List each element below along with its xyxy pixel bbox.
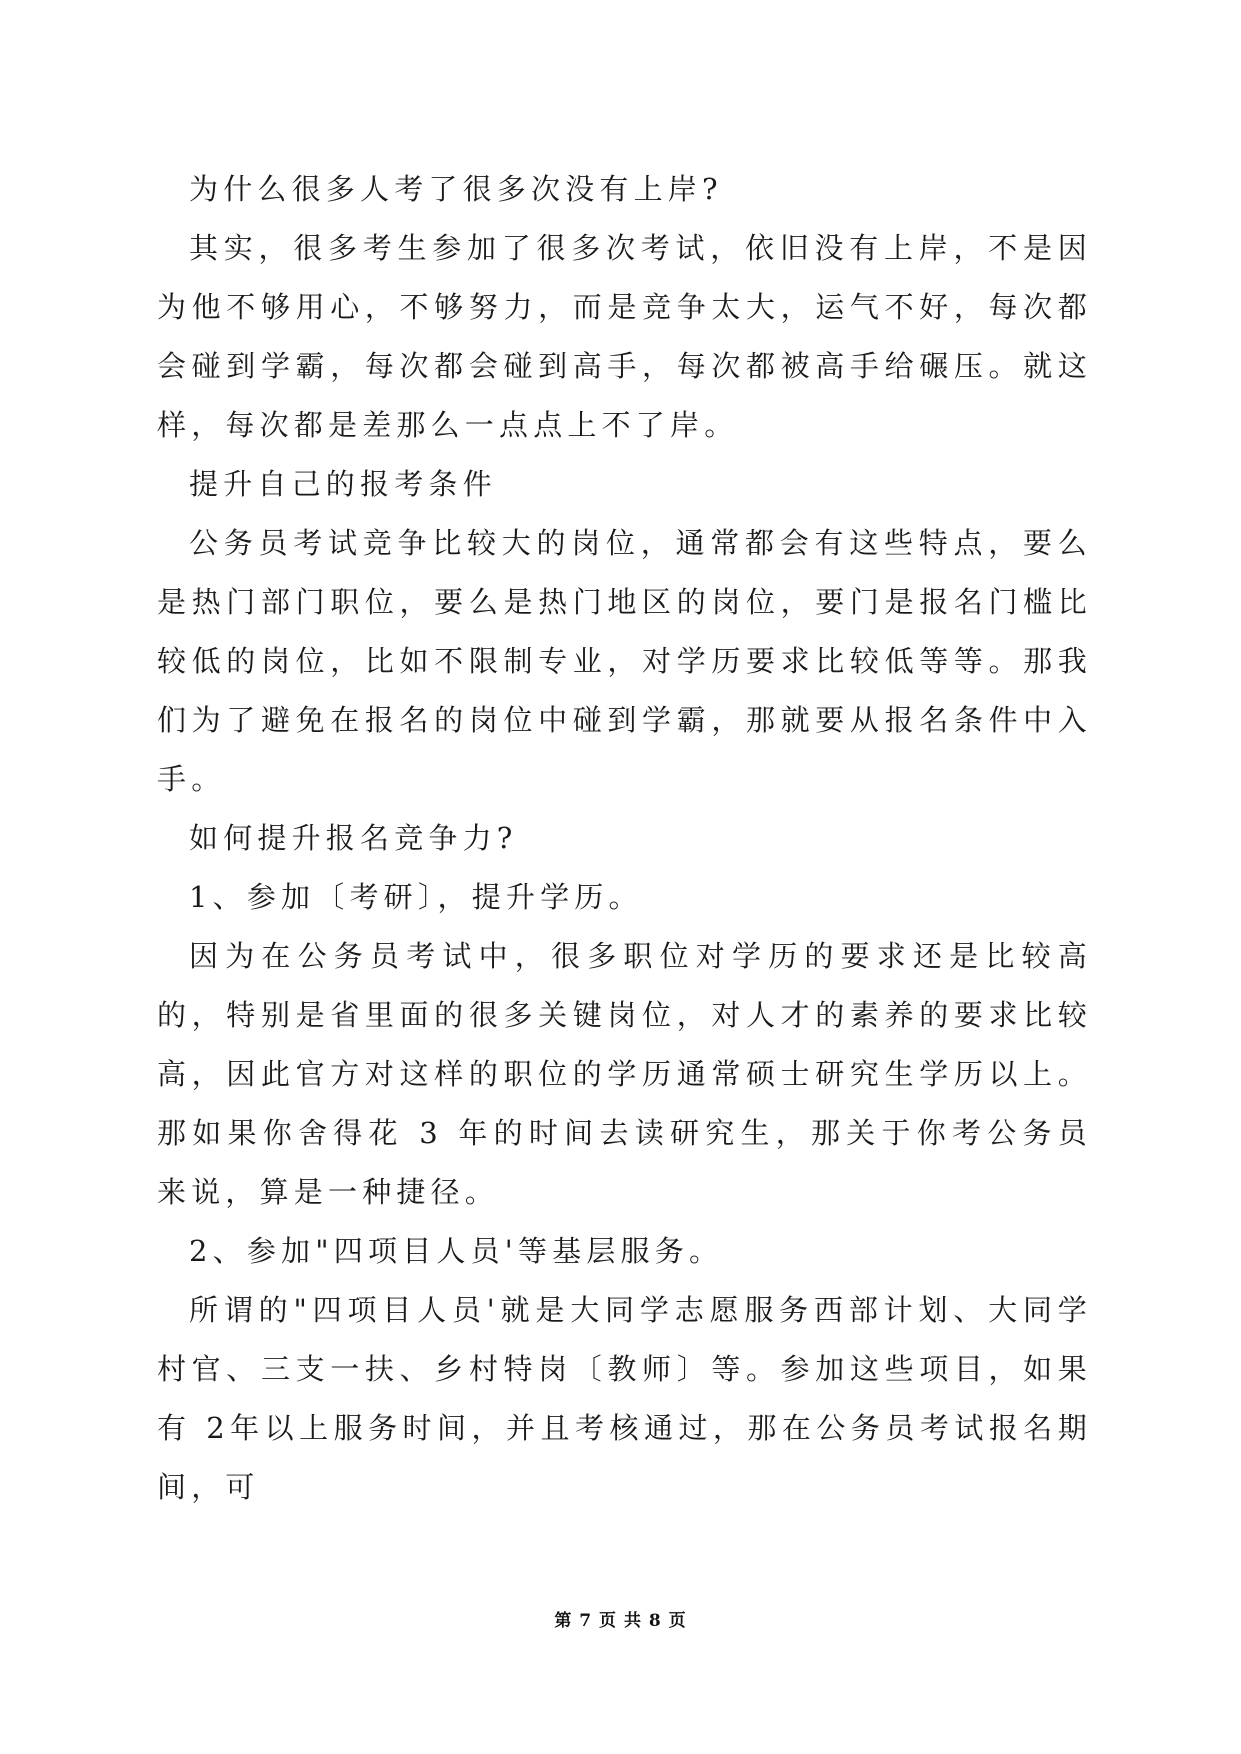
heading-how-to-improve: 如何提升报名竞争力? <box>189 821 518 855</box>
list-item-2: 2、参加"四项目人员'等基层服务。 <box>189 1234 724 1268</box>
paragraph-education: 因为在公务员考试中，很多职位对学历的要求还是比较高的，特别是省里面的很多关键岗位，对人才的素养的要求比较高，因此官方对这样的职位的学历通常硕士研究生学历以上。那如果你舍得花 3 年的时间去读研究生，那关于你考公务员来说，算是一种捷径。 <box>157 939 1092 1209</box>
heading-why-not-passed: 为什么很多人考了很多次没有上岸? <box>189 172 723 206</box>
paragraph-four-projects: 所谓的"四项目人员'就是大同学志愿服务西部计划、大同学村官、三支一扶、乡村特岗〔教师〕等。参加这些项目，如果有 2年以上服务时间，并且考核通过，那在公务员考试报名期间，可 <box>157 1293 1092 1504</box>
paragraph-competitive-posts: 公务员考试竞争比较大的岗位，通常都会有这些特点，要么是热门部门职位，要么是热门地区的岗位，要门是报名门槛比较低的岗位，比如不限制专业，对学历要求比较低等等。那我们为了避免在报名的岗位中碰到学霸，那就要从报名条件中入手。 <box>157 526 1092 796</box>
heading-improve-conditions: 提升自己的报考条件 <box>189 467 497 501</box>
paragraph-competition: 其实，很多考生参加了很多次考试，依旧没有上岸，不是因为他不够用心，不够努力，而是竞争太大，运气不好，每次都会碰到学霸，每次都会碰到高手，每次都被高手给碾压。就这样，每次都是差那么一点点上不了岸。 <box>157 231 1092 442</box>
list-item-1: 1、参加〔考研〕，提升学历。 <box>189 880 643 914</box>
document-body <box>157 160 1092 1517</box>
page-number-footer: 第 7 页 共 8 页 <box>554 1611 687 1631</box>
